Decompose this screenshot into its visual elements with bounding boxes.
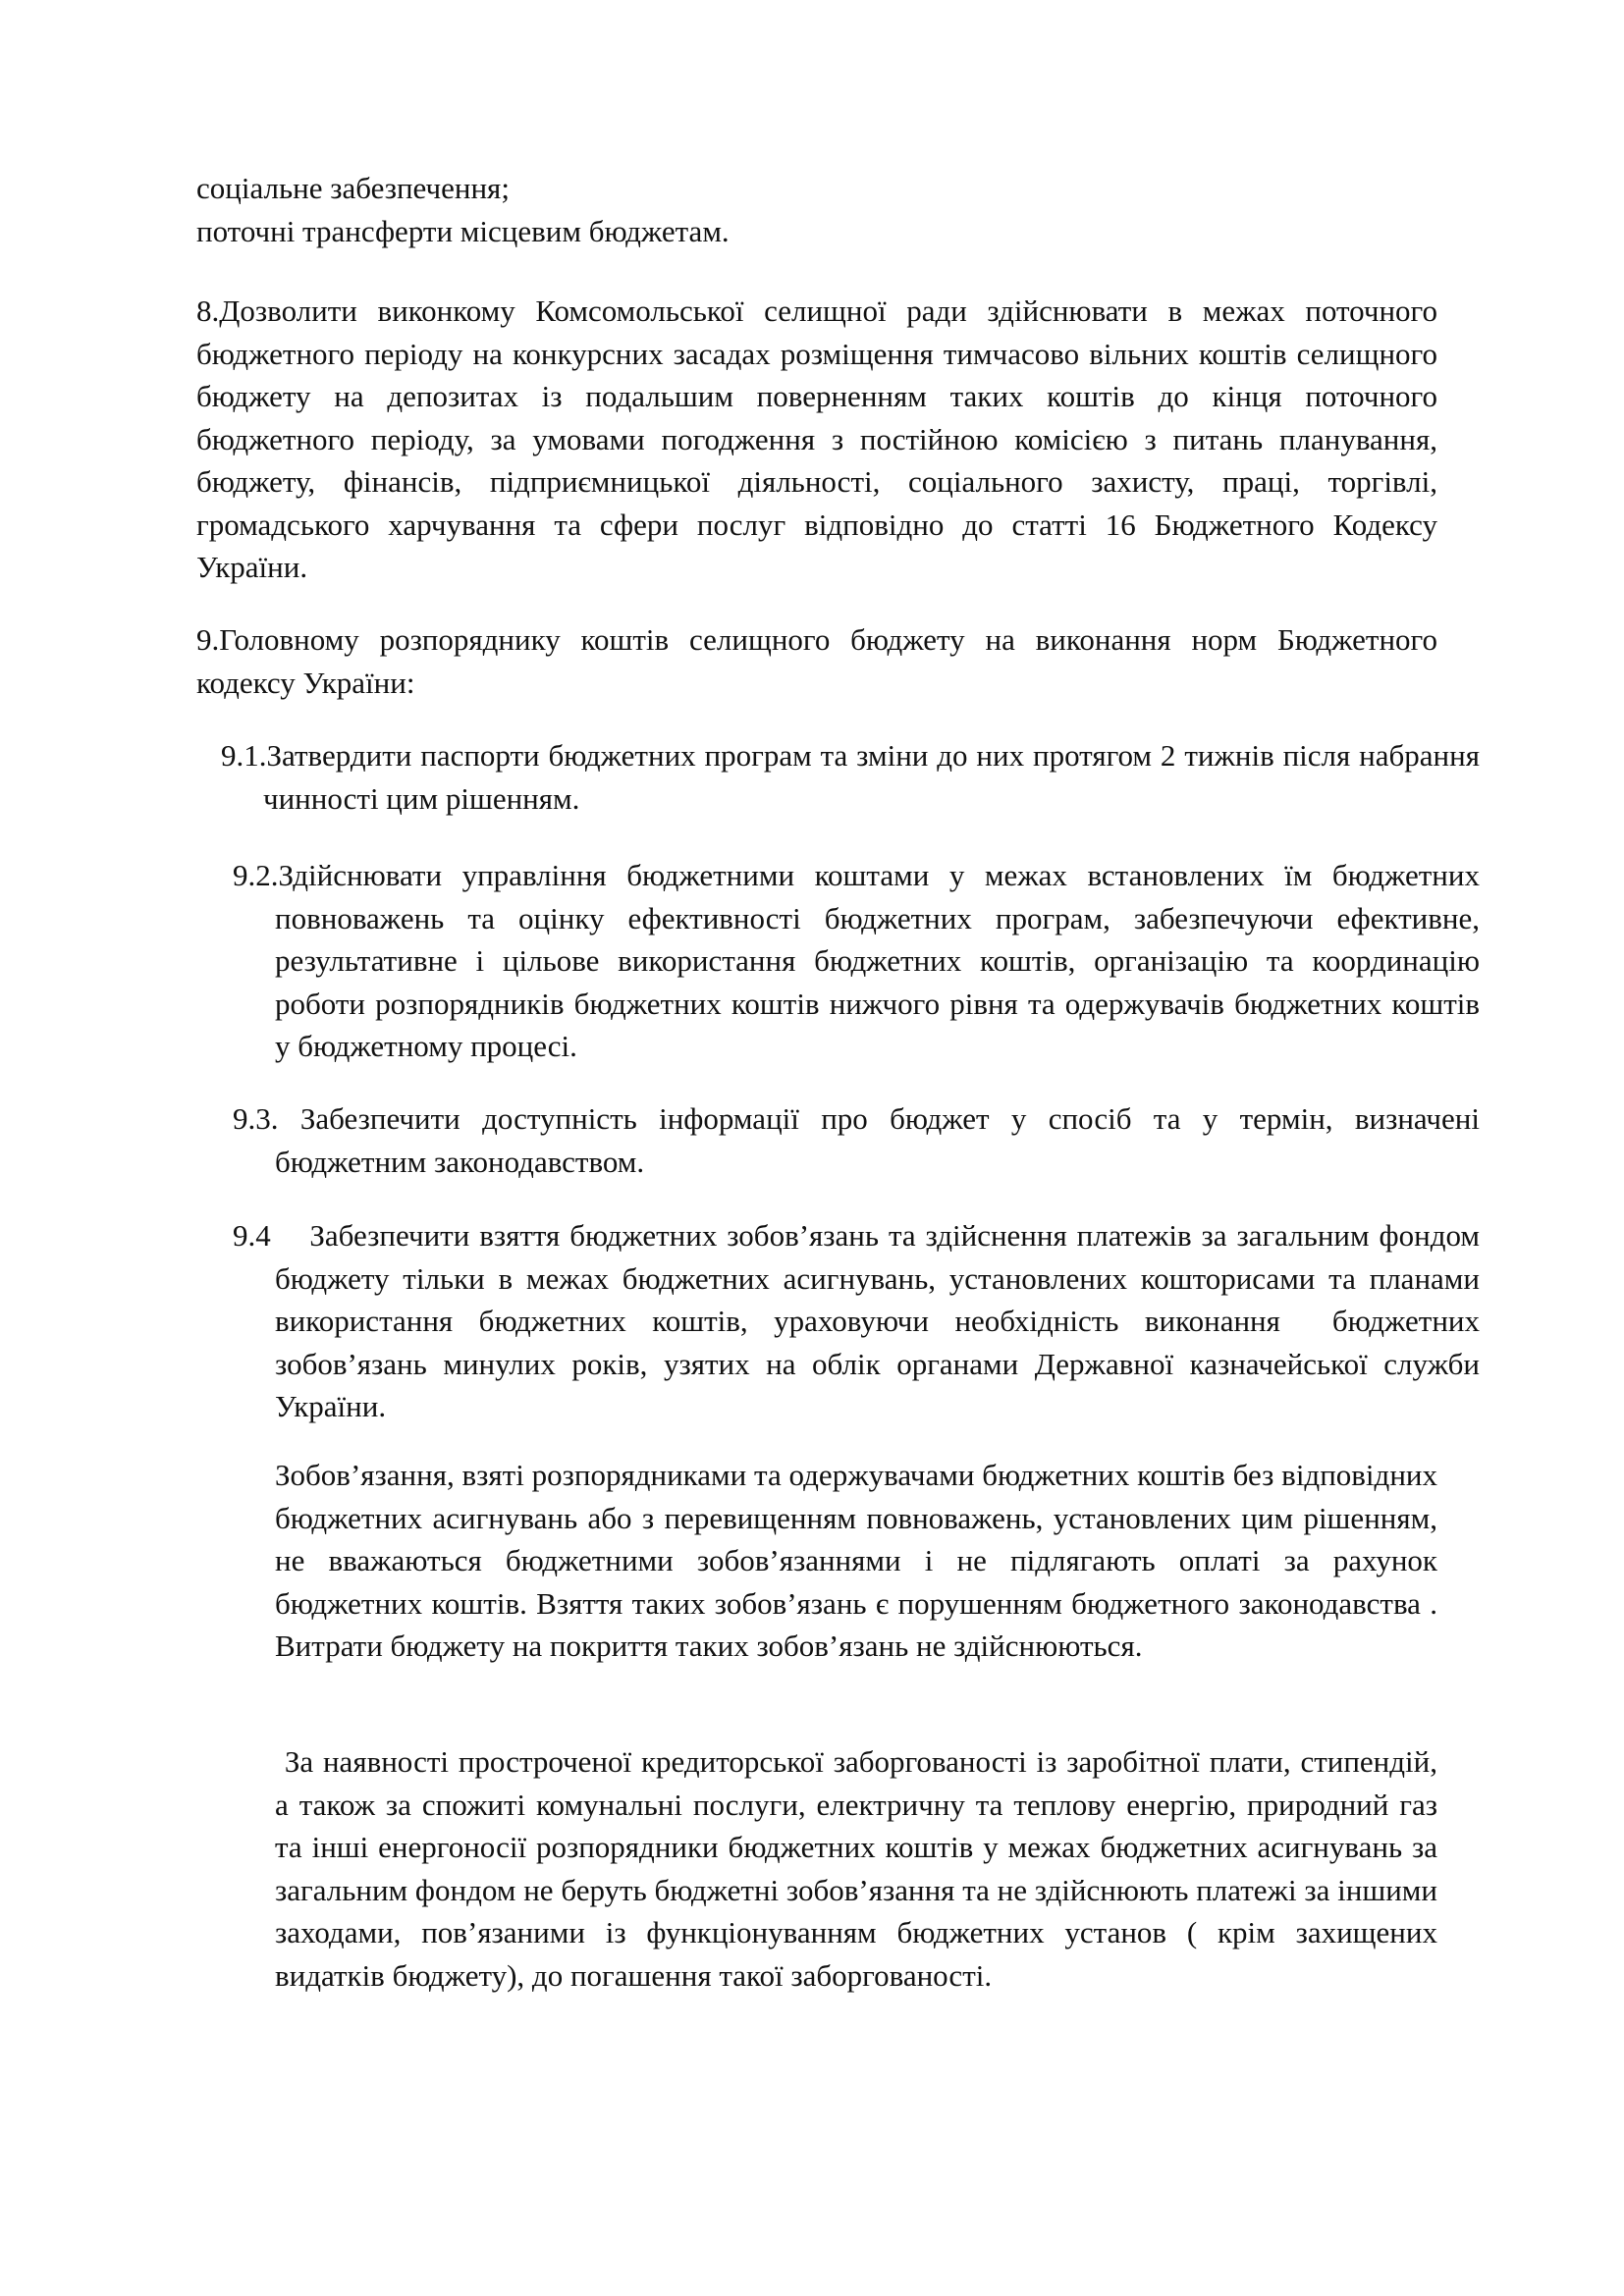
paragraph-9-3: 9.3. Забезпечити доступність інформації про бюджет у спосіб та у термін, визначені бюджетним законодавством. (233, 1101, 1480, 1179)
paragraph-9-1: 9.1.Затвердити паспорти бюджетних програм та зміни до них протягом 2 тижнів після набрання чинності цим рішенням. (221, 738, 1480, 816)
intro-line-1: соціальне забезпечення; (196, 171, 510, 205)
paragraph-9-4-obligations: Зобов’язання, взяті розпорядниками та одержувачами бюджетних коштів без відповідних бюджетних асигнувань або з перевищенням повноважень, установлених цим рішенням, не вважаються бюджетними зобов’язаннями і не підлягають оплаті за рахунок бюджетних коштів. Взяття таких зобов’язань є порушенням бюджетного законодавства . Витрати бюджету на покриття таких зобов’язань не здійснюються. (275, 1458, 1437, 1663)
intro-line-2: поточні трансферти місцевим бюджетам. (196, 213, 730, 248)
paragraph-9-4-arrears: За наявності простроченої кредиторської заборгованості із заробітної плати, стипендій, а також за спожиті комунальні послуги, електричну та теплову енергію, природний газ та інші енергоносії розпорядники бюджетних коштів у межах бюджетних асигнувань за загальним фондом не беруть бюджетні зобов’язання та не здійснюють платежі за іншими заходами, пов’язаними із функціонуванням бюджетних установ ( крім захищених видатків бюджету), до погашення такої заборгованості. (275, 1744, 1445, 1993)
intro-lines (196, 167, 1437, 252)
paragraph-9-4: 9.4 Забезпечити взяття бюджетних зобов’язань та здійснення платежів за загальним фондом бюджету тільки в межах бюджетних асигнувань, установлених кошторисами та планами використання бюджетних коштів, ураховуючи необхідність виконання бюджетних зобов’язань минулих років, узятих на облік органами Державної казначейської служби України. (233, 1218, 1488, 1423)
paragraph-9: 9.Головному розпоряднику коштів селищного бюджету на виконання норм Бюджетного кодексу України: (196, 622, 1437, 700)
paragraph-9-2: 9.2.Здійснювати управління бюджетними коштами у межах встановлених їм бюджетних повноважень та оцінку ефективності бюджетних програм, забезпечуючи ефективне, результативне і цільове використання бюджетних коштів, організацію та координацію роботи розпорядників бюджетних коштів нижчого рівня та одержувачів бюджетних коштів у бюджетному процесі. (233, 858, 1480, 1063)
paragraph-8: 8.Дозволити виконкому Комсомольської селищної ради здійснювати в межах поточного бюджетного періоду на конкурсних засадах розміщення тимчасово вільних коштів селищного бюджету на депозитах із подальшим поверненням таких коштів до кінця поточного бюджетного періоду, за умовами погодження з постійною комісією з питань планування, бюджету, фінансів, підприємницької діяльності, соціального захисту, праці, торгівлі, громадського харчування та сфери послуг відповідно до статті 16 Бюджетного Кодексу України. (196, 294, 1437, 584)
